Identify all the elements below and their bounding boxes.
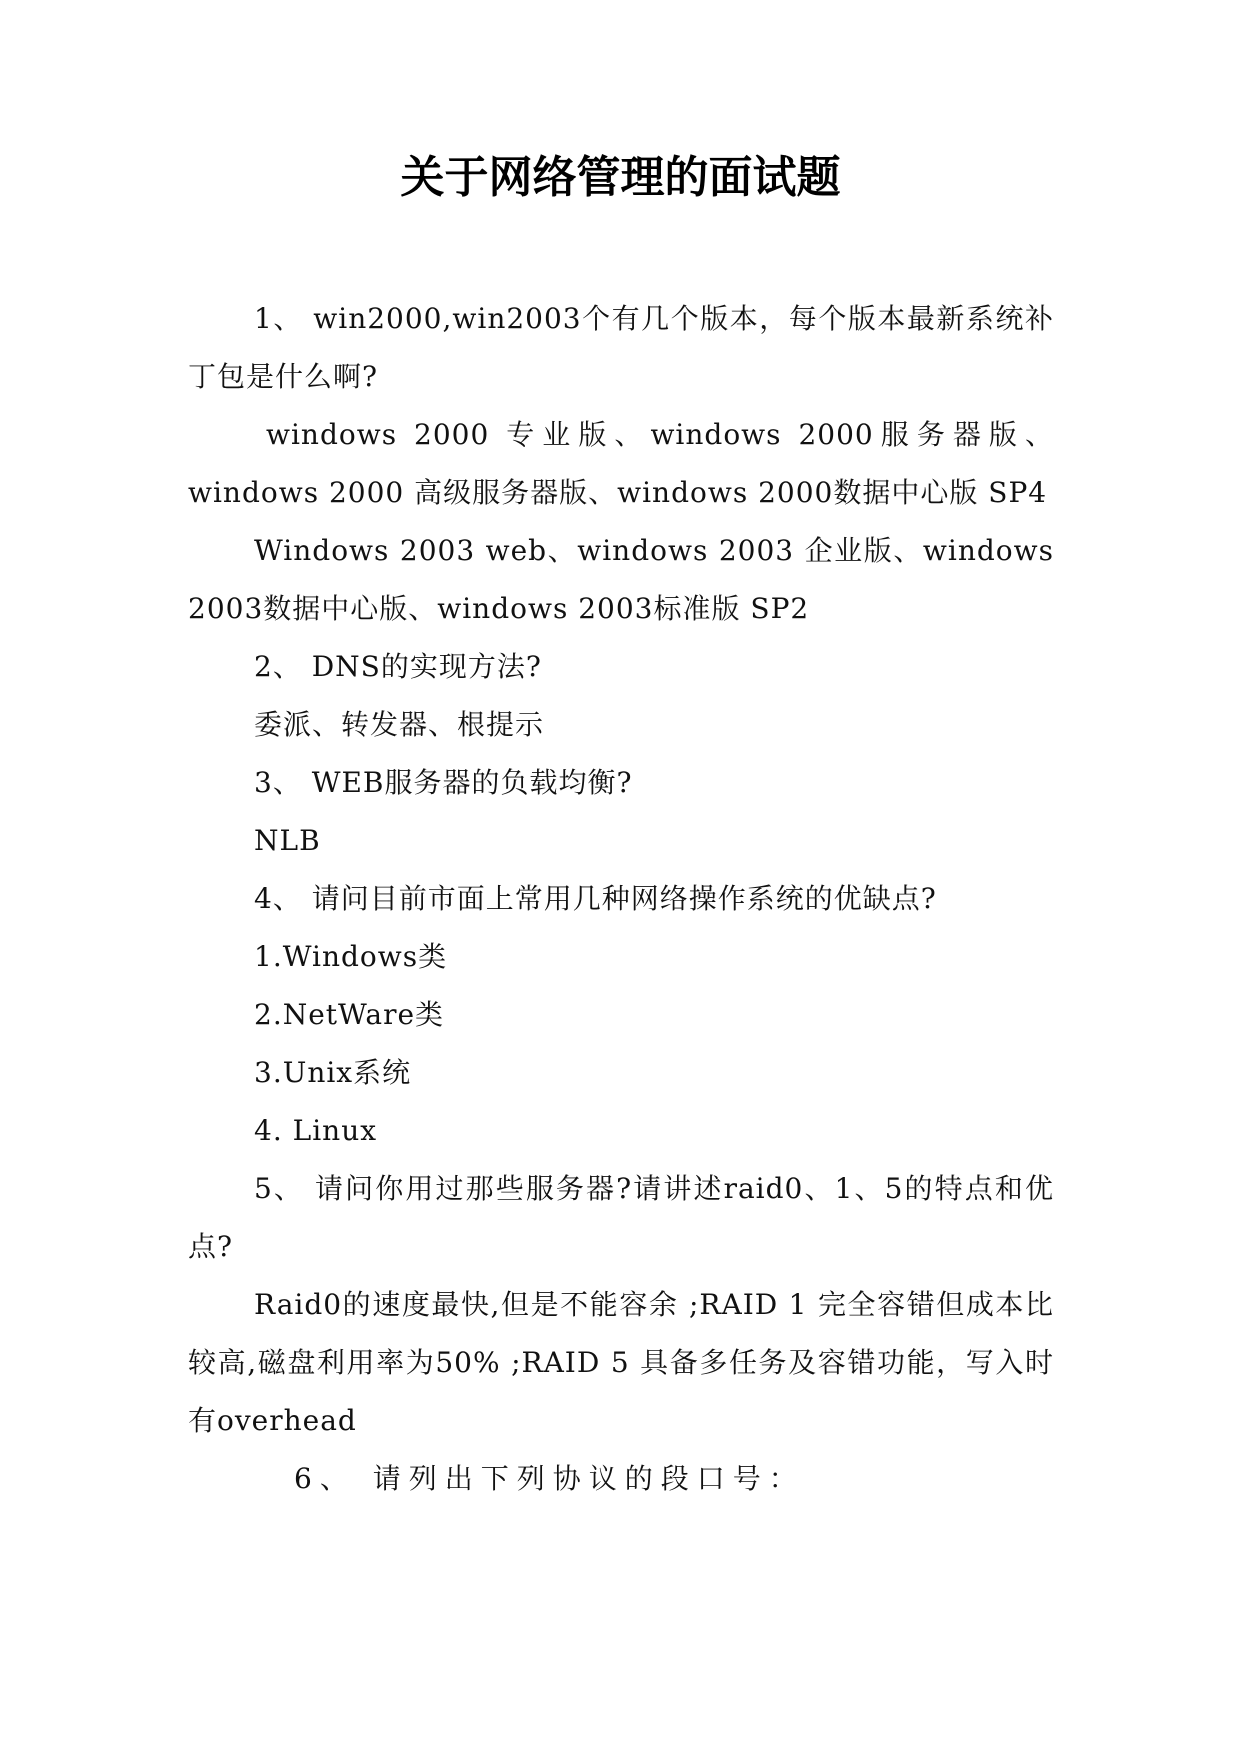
document-body xyxy=(188,290,1054,1508)
question-3: 3、 WEB服务器的负载均衡? xyxy=(254,766,633,799)
answer-4-item-1: 1.Windows类 xyxy=(254,940,448,973)
answer-5: Raid0的速度最快,但是不能容余 ;RAID 1 完全容错但成本比较高,磁盘利用率为50% ;RAID 5 具备多任务及容错功能，写入时有overhead xyxy=(188,1288,1054,1437)
answer-4-item-2: 2.NetWare类 xyxy=(254,998,445,1031)
answer-2: 委派、转发器、根提示 xyxy=(254,708,545,741)
answer-4-item-3: 3.Unix系统 xyxy=(254,1056,412,1089)
answer-4-item-4: 4. Linux xyxy=(254,1114,378,1147)
question-4: 4、 请问目前市面上常用几种网络操作系统的优缺点? xyxy=(254,882,937,915)
question-5: 5、 请问你用过那些服务器?请讲述raid0、1、5的特点和优点? xyxy=(188,1172,1054,1263)
question-1: 1、 win2000,win2003个有几个版本，每个版本最新系统补丁包是什么啊? xyxy=(188,302,1054,393)
answer-1-win2000: windows 2000 专业版、windows 2000服务器版、windows 2000 高级服务器版、windows 2000数据中心版 SP4 xyxy=(188,418,1054,509)
answer-1-win2003: Windows 2003 web、windows 2003 企业版、windows 2003数据中心版、windows 2003标准版 SP2 xyxy=(188,534,1054,625)
answer-3: NLB xyxy=(254,824,321,857)
document-title: 关于网络管理的面试题 xyxy=(400,152,841,203)
question-2: 2、 DNS的实现方法? xyxy=(254,650,542,683)
question-6: 6、 请列出下列协议的段口号： xyxy=(294,1462,805,1495)
